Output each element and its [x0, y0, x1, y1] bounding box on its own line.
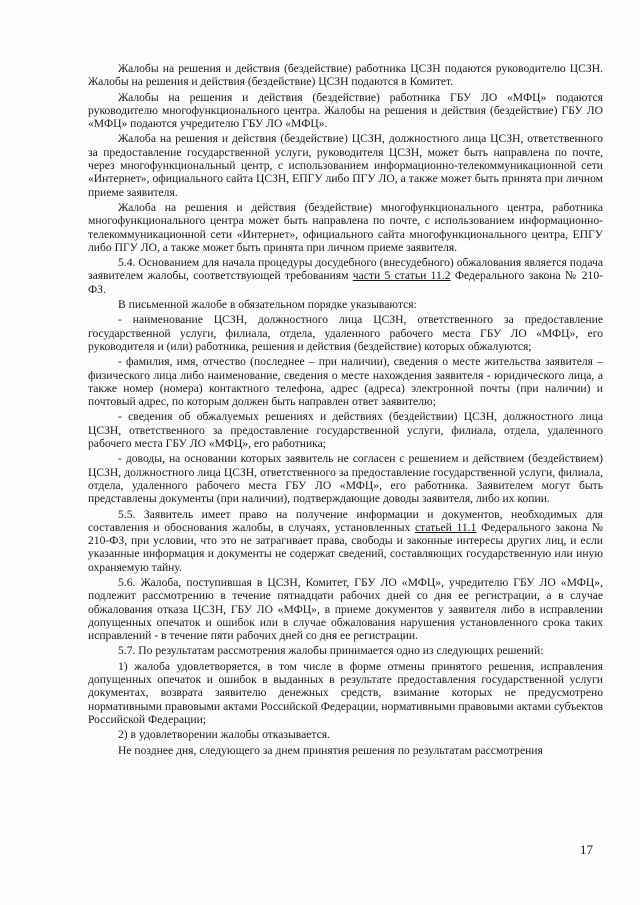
written-complaint-intro: В письменной жалобе в обязательном порядке указываются: [118, 298, 417, 312]
list-item: - фамилия, имя, отчество (последнее – при наличии), сведения о месте жительства заявителя – физического лица либо наименование, сведения о месте нахождения заявителя - юридического лица, а также номер (номера) контактного телефона, адрес (адреса) электронной почты (при наличии) и почтовый адрес, по которым должен быть направлен ответ заявителю; [88, 355, 603, 409]
list-item: - сведения об обжалуемых решениях и действиях (бездействии) ЦСЗН, должностного лица ЦСЗН, ответственного за предоставление государственной услуги, филиала, отдела, удаленного рабочего места ГБУ ЛО «МФЦ», его работника; [88, 410, 603, 451]
decision-option-1: 1) жалоба удовлетворяется, в том числе в форме отмены принятого решения, исправления допущенных опечаток и ошибок в выданных в результате предоставления государственной услуги документах, возврата заявителю денежных средств, взимание которых не предусмотрено нормативными правовыми актами Российской Федерации, нормативными правовыми актами субъектов Российской Федерации; [88, 659, 603, 726]
paragraph: Жалобы на решения и действия (бездействие) работника ЦСЗН подаются руководителю ЦСЗН. Жалобы на решения и действия (бездействие) ЦСЗН подаются в Комитет. [88, 62, 603, 89]
section-5-4 [88, 256, 603, 296]
law-reference-link[interactable]: части 5 статьи 11.2 [352, 269, 451, 283]
section-5-5-text-end: Федерального закона № 210-ФЗ, при условии, что это не затрагивает права, свободы и законные интересы других лиц, и если указанные информация и документы не содержат сведений, составляющих государственную или иную охраняемую тайну. [88, 520, 603, 574]
paragraph: Жалобы на решения и действия (бездействие) работника ГБУ ЛО «МФЦ» подаются руководителю многофункционального центра. Жалобы на решения и действия (бездействие) ГБУ ЛО «МФЦ» подаются учредителю ГБУ ЛО «МФЦ». [88, 90, 603, 131]
closing-paragraph: Не позднее дня, следующего за днем принятия решения по результатам рассмотрения [118, 743, 543, 757]
document-body [88, 62, 603, 759]
section-5-5-text: 5.5. Заявитель имеет право на получение информации и документов, необходимых для составления и обоснования жалобы, в случаях, установленных [88, 507, 603, 534]
section-5-7: 5.7. По результатам рассмотрения жалобы принимается одно из следующих решений: [118, 644, 544, 658]
list-item: - доводы, на основании которых заявитель не согласен с решением и действием (бездействием) ЦСЗН, должностного лица ЦСЗН, ответственного за предоставление государственной услуги, филиала, отдела, удаленного рабочего места ГБУ ЛО «МФЦ», его работника. Заявителем могут быть представлены документы (при наличии), подтверждающие доводы заявителя, либо их копии. [88, 452, 603, 506]
paragraph: Жалоба на решения и действия (бездействие) многофункционального центра, работника многофункционального центра может быть направлена по почте, с использованием информационно-телекоммуникационной сети «Интернет», официального сайта многофункционального центра, ЕПГУ либо ПГУ ЛО, а также может быть принята при личном приеме заявителя. [88, 200, 603, 254]
list-item: - наименование ЦСЗН, должностного лица ЦСЗН, ответственного за предоставление государственной услуги, филиала, отдела, удаленного рабочего места ГБУ ЛО «МФЦ», его руководителя и (или) работника, решения и действия (бездействие) которых обжалуются; [88, 313, 603, 353]
section-5-5 [88, 508, 603, 574]
section-5-6: 5.6. Жалоба, поступившая в ЦСЗН, Комитет, ГБУ ЛО «МФЦ», учредителю ГБУ ЛО «МФЦ», подлежит рассмотрению в течение пятнадцати рабочих дней со дня ее регистрации, а в случае обжалования отказа ЦСЗН, ГБУ ЛО «МФЦ», в приеме документов у заявителя либо в исправлении допущенных опечаток и ошибок или в случае обжалования нарушения установленного срока таких исправлений - в течение пяти рабочих дней со дня ее регистрации. [88, 575, 603, 643]
section-5-4-text-end: Федерального закона № 210-ФЗ. [88, 269, 604, 296]
law-reference-link[interactable]: статьей 11.1 [414, 520, 477, 534]
paragraph: Жалоба на решения и действия (бездействие) ЦСЗН, должностного лица ЦСЗН, ответственного за предоставление государственной услуги, руководителя ЦСЗН, может быть направлена по почте, через многофункциональный центр, с использованием информационно-телекоммуникационной сети «Интернет», официального сайта ЦСЗН, ЕПГУ либо ПГУ ЛО, а также может быть принята при личном приеме заявителя. [88, 132, 603, 199]
section-5-4-text: 5.4. Основанием для начала процедуры досудебного (внесудебного) обжалования является подача заявителем жалобы, соответствующей требованиям [88, 256, 603, 283]
decision-option-2: 2) в удовлетворении жалобы отказывается. [118, 728, 330, 742]
page-number: 17 [580, 842, 593, 857]
